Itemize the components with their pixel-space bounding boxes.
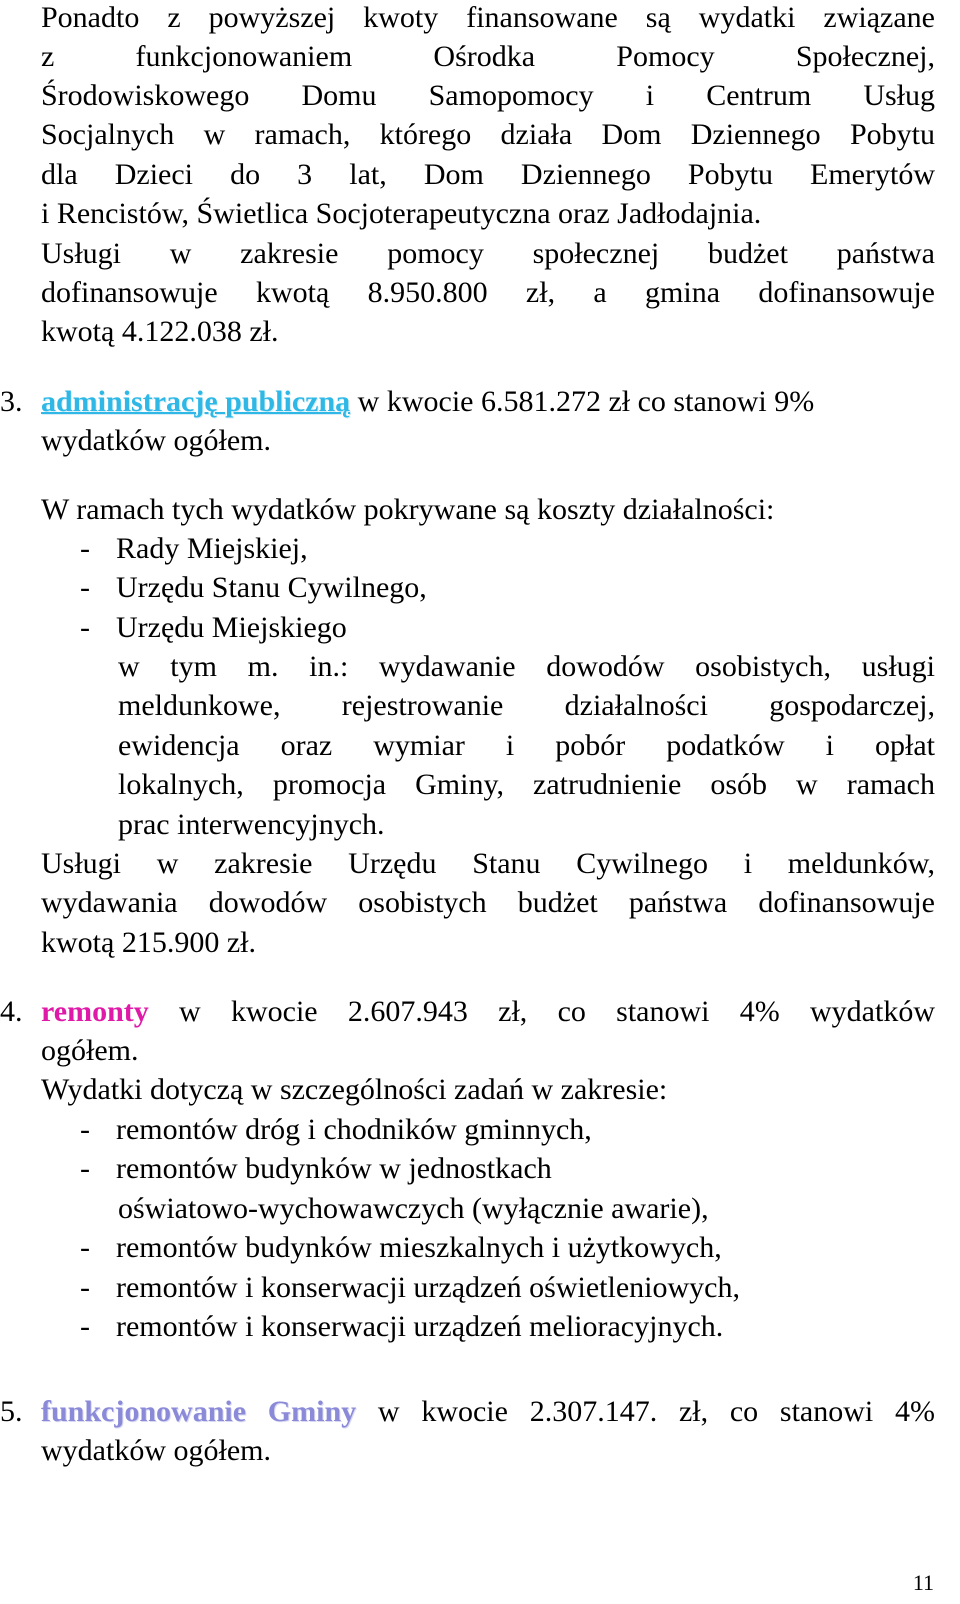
list-bullet: -	[80, 1152, 90, 1185]
section-number: 5.	[0, 1395, 23, 1428]
list-bullet: -	[80, 1231, 90, 1264]
paragraph-line: Usługi w zakresie Urzędu Stanu Cywilnego i meldunków,	[41, 847, 935, 880]
page-number: 11	[912, 1570, 934, 1595]
section-highlight: remonty	[41, 995, 149, 1028]
paragraph-line: dofinansowuje kwotą 8.950.800 zł, a gmina dofinansowuje	[41, 276, 935, 309]
paragraph-line: wydatków ogółem.	[41, 424, 271, 457]
list-bullet: -	[80, 1271, 90, 1304]
paragraph-line: i Rencistów, Świetlica Socjoterapeutyczna oraz Jadłodajnia.	[41, 197, 762, 230]
list-item: Urzędu Stanu Cywilnego,	[116, 571, 427, 604]
list-subtext: lokalnych, promocja Gminy, zatrudnienie osób w ramach	[118, 768, 935, 801]
section-highlight: funkcjonowanie Gminy	[41, 1395, 357, 1428]
section-number: 3.	[0, 385, 23, 418]
section-highlight-link[interactable]: administrację publiczną	[41, 385, 351, 418]
list-bullet: -	[80, 1310, 90, 1343]
list-item: remontów i konserwacji urządzeń oświetleniowych,	[116, 1271, 740, 1304]
list-item: Urzędu Miejskiego	[116, 611, 347, 644]
list-item: remontów i konserwacji urządzeń melioracyjnych.	[116, 1310, 724, 1343]
paragraph-line: dla Dzieci do 3 lat, Dom Dziennego Pobytu Emerytów	[41, 158, 935, 191]
paragraph-line: Ponadto z powyższej kwoty finansowane są wydatki związane	[41, 1, 935, 34]
list-subtext: w tym m. in.: wydawanie dowodów osobistych, usługi	[118, 650, 935, 683]
list-item-continuation: oświatowo-wychowawczych (wyłącznie awarie),	[118, 1192, 709, 1225]
paragraph-line: wydatków ogółem.	[41, 1434, 271, 1467]
paragraph-line: z funkcjonowaniem Ośrodka Pomocy Społecznej,	[41, 40, 935, 73]
paragraph-line: ogółem.	[41, 1034, 139, 1067]
paragraph-line: kwotą 4.122.038 zł.	[41, 315, 279, 348]
section-number: 4.	[0, 995, 23, 1028]
list-item: remontów budynków mieszkalnych i użytkowych,	[116, 1231, 722, 1264]
list-subtext: prac interwencyjnych.	[118, 808, 385, 841]
section-heading	[41, 384, 935, 420]
paragraph-line: Wydatki dotyczą w szczególności zadań w zakresie:	[41, 1073, 668, 1106]
paragraph-line: wydawania dowodów osobistych budżet państwa dofinansowuje	[41, 886, 935, 919]
list-subtext: ewidencja oraz wymiar i pobór podatków i opłat	[118, 729, 935, 762]
list-bullet: -	[80, 611, 90, 644]
list-item: remontów budynków w jednostkach	[116, 1152, 552, 1185]
paragraph-line: Środowiskowego Domu Samopomocy i Centrum Usług	[41, 79, 935, 112]
list-item: remontów dróg i chodników gminnych,	[116, 1113, 592, 1146]
list-bullet: -	[80, 571, 90, 604]
list-subtext: meldunkowe, rejestrowanie działalności gospodarczej,	[118, 689, 935, 722]
section-heading-rest: w kwocie 6.581.272 zł co stanowi 9%	[350, 385, 815, 418]
list-item: Rady Miejskiej,	[116, 532, 308, 565]
paragraph-line: W ramach tych wydatków pokrywane są koszty działalności:	[41, 493, 775, 526]
list-bullet: -	[80, 532, 90, 565]
paragraph-line: kwotą 215.900 zł.	[41, 926, 256, 959]
section-heading	[41, 1394, 935, 1430]
list-bullet: -	[80, 1113, 90, 1146]
paragraph-line: Usługi w zakresie pomocy społecznej budżet państwa	[41, 237, 935, 270]
section-heading	[41, 994, 935, 1030]
section-heading-rest: w kwocie 2.607.943 zł, co stanowi 4% wydatków	[148, 995, 935, 1028]
paragraph-line: Socjalnych w ramach, którego działa Dom Dziennego Pobytu	[41, 118, 935, 151]
section-heading-rest: w kwocie 2.307.147. zł, co stanowi 4%	[356, 1395, 935, 1428]
